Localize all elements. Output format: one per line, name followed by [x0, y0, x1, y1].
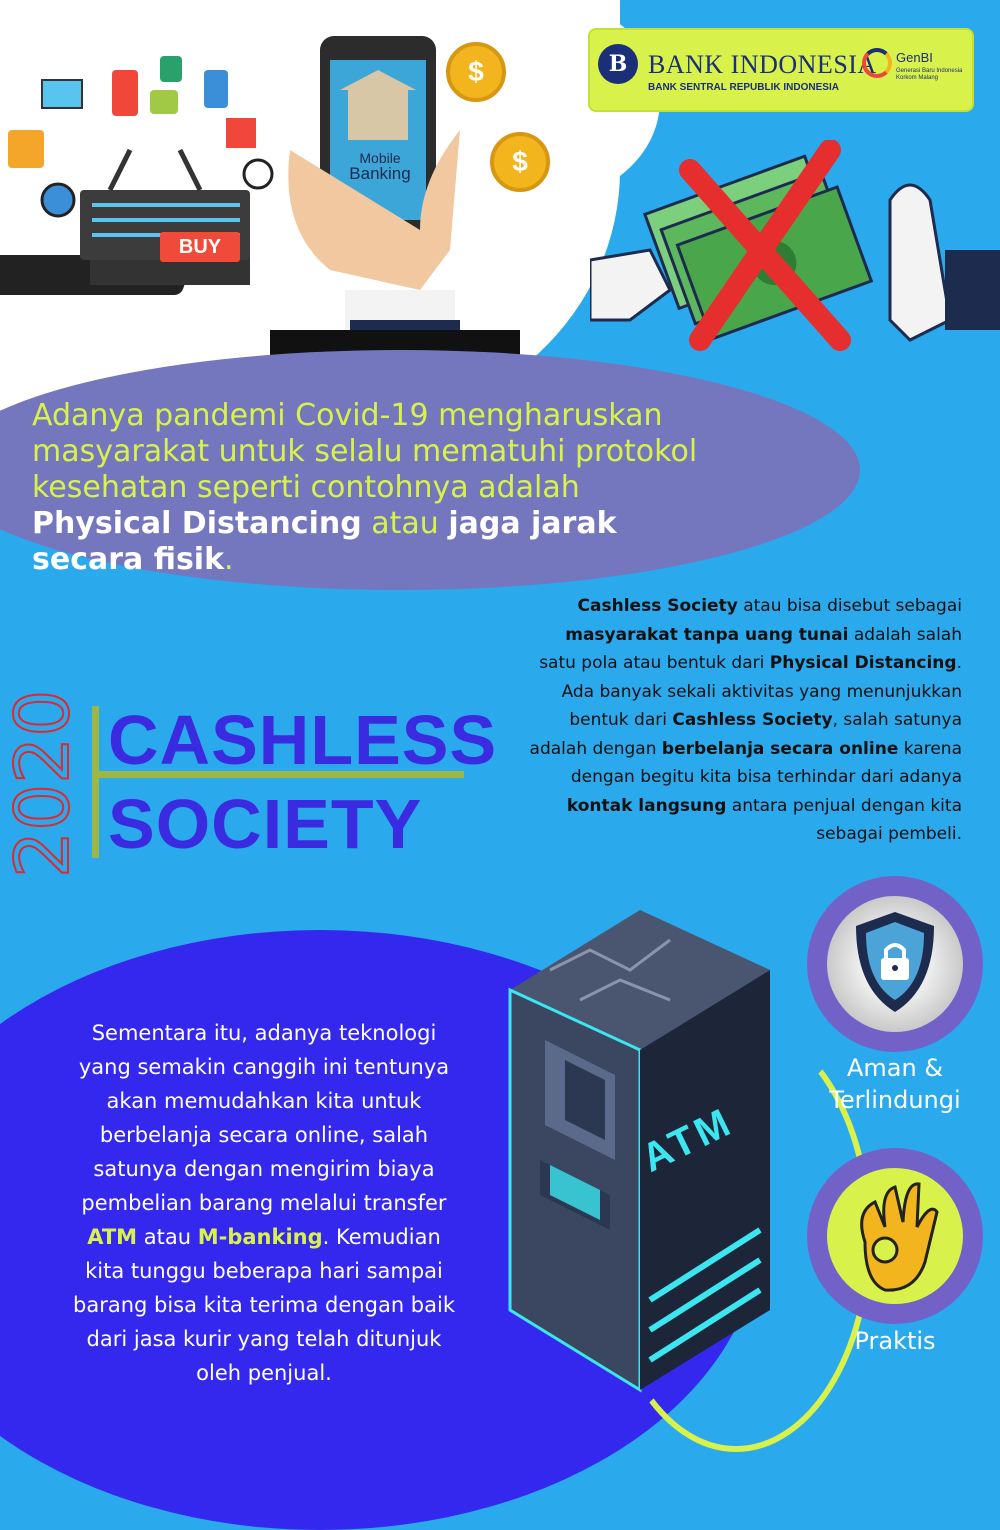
- genbi-logo-icon: [862, 48, 892, 78]
- body-line: yang semakin canggih ini tentunya: [78, 1055, 450, 1079]
- desc-line: [470, 706, 962, 735]
- desc-line: [470, 735, 962, 764]
- desc-text: , salah satunya: [832, 710, 962, 730]
- desc-line: [470, 792, 962, 821]
- desc-line: [470, 621, 962, 650]
- desc-bold: berbelanja secara online: [661, 738, 899, 759]
- desc-line: Ada banyak sekali aktivitas yang menunjukkan: [561, 681, 962, 702]
- secure-label: [790, 1052, 1000, 1116]
- bank-indonesia-logo-icon: B: [598, 44, 638, 84]
- mobile-banking-line1: Mobile: [359, 150, 401, 166]
- body-line: akan memudahkan kita untuk: [106, 1089, 422, 1113]
- body-line: oleh penjual.: [196, 1361, 332, 1385]
- intro-mid: atau: [361, 506, 449, 541]
- body-bold: ATM: [87, 1225, 138, 1249]
- coin-icon: $: [446, 42, 506, 102]
- ok-hand-icon: [845, 1172, 945, 1302]
- coin-icon: $: [490, 132, 550, 192]
- body-line: satunya dengan mengirim biaya: [93, 1157, 435, 1181]
- desc-bold: Cashless Society: [672, 710, 833, 730]
- atm-label: ATM: [634, 1099, 741, 1181]
- desc-line: dengan begitu kita bisa terhindar dari adanya: [570, 767, 962, 787]
- desc-bold: masyarakat tanpa uang tunai: [565, 624, 849, 645]
- desc-text: antara penjual dengan kita: [726, 795, 962, 816]
- buy-button: BUY: [160, 232, 240, 262]
- no-cash-illustration: [590, 140, 1000, 370]
- desc-text: adalah dengan: [529, 738, 662, 759]
- desc-bold: kontak langsung: [566, 795, 727, 816]
- mobile-banking-line2: Banking: [349, 164, 411, 183]
- body-line: pembelian barang melalui transfer: [81, 1191, 447, 1215]
- intro-line: kesehatan seperti contohnya adalah: [32, 470, 580, 505]
- title-line2: SOCIETY: [108, 785, 423, 863]
- desc-bold: Physical Distancing: [769, 653, 957, 673]
- intro-line: Adanya pandemi Covid-19 mengharuskan: [32, 398, 663, 433]
- desc-bold: Cashless Society: [577, 596, 738, 616]
- intro-line: masyarakat untuk selalu mematuhi protokol: [32, 434, 698, 469]
- secure-label-line1: Aman &: [846, 1054, 944, 1082]
- body-line: berbelanja secara online, salah: [99, 1123, 429, 1147]
- body-paragraph: [44, 1016, 484, 1390]
- desc-text: satu pola atau bentuk dari: [539, 653, 770, 673]
- shield-lock-icon: [850, 908, 940, 1018]
- intro-text: [32, 398, 832, 578]
- bank-name: BANK INDONESIA: [648, 50, 877, 79]
- description-paragraph: [470, 592, 962, 849]
- body-line: Sementara itu, adanya teknologi: [91, 1021, 437, 1045]
- desc-line: sebagai pembeli.: [816, 824, 962, 844]
- desc-text: adalah salah: [848, 624, 962, 645]
- body-line: dari jasa kurir yang telah ditunjuk: [86, 1327, 442, 1351]
- secure-label-line2: Terlindungi: [829, 1086, 961, 1114]
- desc-text: .: [956, 653, 962, 673]
- body-line: [44, 1220, 484, 1254]
- desc-text: bentuk dari: [569, 710, 673, 730]
- desc-line: [470, 649, 962, 678]
- year-label: [0, 678, 86, 878]
- body-line: barang bisa kita terima dengan baik: [73, 1293, 455, 1317]
- intro-end: .: [224, 542, 234, 577]
- body-bold: M-banking: [197, 1225, 323, 1249]
- title-line1: CASHLESS: [108, 701, 498, 779]
- bank-subtitle: BANK SENTRAL REPUBLIK INDONESIA: [648, 82, 839, 93]
- desc-line: [470, 592, 962, 621]
- intro-bold: jaga jarak: [448, 506, 617, 541]
- genbi-name: GenBI: [896, 50, 933, 65]
- body-text: atau: [137, 1225, 198, 1249]
- desc-text: karena: [898, 738, 962, 759]
- body-line: kita tunggu beberapa hari sampai: [85, 1259, 443, 1283]
- body-text: . Kemudian: [322, 1225, 441, 1249]
- practical-label: Praktis: [854, 1327, 936, 1355]
- intro-line: [32, 542, 832, 578]
- genbi-subtitle: Generasi Baru Indonesia Korkom Malang: [896, 68, 963, 81]
- shopping-basket-illustration: [0, 50, 300, 300]
- desc-text: atau bisa disebut sebagai: [737, 596, 962, 616]
- title-divider-vertical: [92, 706, 99, 858]
- year-text: 2020: [0, 689, 86, 878]
- intro-bold: Physical Distancing: [32, 506, 362, 541]
- mobile-banking-label: [332, 150, 428, 182]
- intro-line: [32, 506, 832, 542]
- intro-bold: secara fisik: [32, 542, 225, 577]
